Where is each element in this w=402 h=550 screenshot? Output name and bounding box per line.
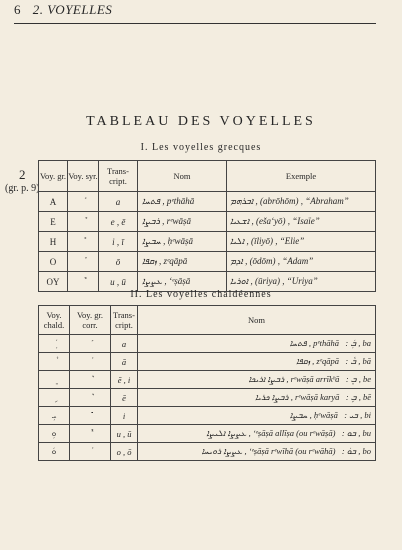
header-rule — [14, 23, 376, 24]
page-title: TABLEAU DES VOYELLES — [86, 114, 316, 129]
transcription: o , ō — [111, 443, 138, 461]
example: : ܒܸ , be — [345, 374, 371, 384]
vowel-name: ܚܒܨܐ , ḥᵉwāṣā — [138, 232, 227, 252]
table-row — [39, 192, 376, 212]
col-header: Nom — [138, 161, 227, 192]
transcription: i , ī — [99, 232, 138, 252]
greek-vowel: OY — [39, 272, 68, 292]
table-row — [39, 335, 376, 353]
greek-vowel: A — [39, 192, 68, 212]
transcription: e , ē — [99, 212, 138, 232]
syriac-vowel — [68, 192, 99, 212]
example: ܐܘܪܝܐ , (ūriya) , “Uriya” — [227, 272, 376, 292]
chaldean-vowel: ܘܿ — [39, 443, 70, 461]
syriac-vowel — [68, 212, 99, 232]
col-header: Voy. chald. — [39, 306, 70, 335]
vowel-name: ܙܩܦܐ , zᵉqāpā — [138, 252, 227, 272]
transcription: i — [111, 407, 138, 425]
vowel-name-example — [138, 335, 376, 353]
col-header: Trans-cript. — [111, 306, 138, 335]
table-header-row — [39, 161, 376, 192]
chaldean-vowel: ܘܼ — [39, 425, 70, 443]
vowel-name-example — [138, 443, 376, 461]
margin-reference: (gr. p. 9) — [5, 183, 40, 194]
table-header-row — [39, 306, 376, 335]
table-row — [39, 389, 376, 407]
greek-corr-vowel — [70, 353, 111, 371]
vowel-name-example — [138, 353, 376, 371]
col-header: Voy. gr. corr. — [70, 306, 111, 335]
vowel-name: ܙܩܦܐ , zᵉqāpā — [296, 356, 339, 366]
example: ܐܒܪܗܡ , (abrōhōm) , “Abraham” — [227, 192, 376, 212]
transcription: ō — [99, 252, 138, 272]
vowel-name: ܪܒܨܐ ܐܪܝܟܐ , rᵉwāṣā arrīkʰā — [248, 374, 340, 384]
transcription: ē — [111, 389, 138, 407]
vowel-name-example — [138, 389, 376, 407]
table-row — [39, 212, 376, 232]
example: : ܒܘ , bu — [341, 428, 371, 438]
chaldean-vowel — [39, 335, 70, 353]
vowel-name: ܥܨܨܐ ܐܠܝܨܐ , ‘ᵉṣāṣā allīṣa (ou rᵉwāṣā) — [206, 428, 336, 438]
table-row — [39, 353, 376, 371]
col-header: Voy. syr. — [68, 161, 99, 192]
table-row — [39, 443, 376, 461]
greek-corr-vowel — [70, 443, 111, 461]
table-row — [39, 407, 376, 425]
table-row — [39, 232, 376, 252]
greek-vowel: H — [39, 232, 68, 252]
section1-heading: I. Les voyelles grecques — [140, 142, 262, 153]
col-header: Exemple — [227, 161, 376, 192]
chaldean-vowel — [39, 389, 70, 407]
chaldean-vowels-table — [38, 305, 376, 461]
col-header: Nom — [138, 306, 376, 335]
chaldean-vowel: ܼܝ — [39, 407, 70, 425]
example: : ܒܘܿ , bo — [341, 446, 371, 456]
example: ܐܠܝܐ , (īliyō) , “Elie” — [227, 232, 376, 252]
section2-heading: II. Les voyelles chaldéennes — [130, 289, 272, 300]
transcription: ē , i — [111, 371, 138, 389]
vowel-name: ܥܨܨܐ ܪܘܝܚܐ , ‘ᵉṣāṣā rᵉwīhā (ou rᵉwāhā) — [201, 446, 336, 456]
chapter-title: 2. VOYELLES — [32, 2, 113, 17]
vowel-name-example — [138, 425, 376, 443]
chaldean-vowel — [39, 353, 70, 371]
transcription: a — [111, 335, 138, 353]
page-number: 6 — [14, 2, 21, 17]
vowel-name: ܦܬܚܐ , pᵉthāhā — [138, 192, 227, 212]
greek-corr-vowel — [70, 371, 111, 389]
syriac-vowel — [68, 232, 99, 252]
vowel-name-example — [138, 407, 376, 425]
vowel-name: ܥܨܨܐ , ‘ᵉṣāṣā — [138, 272, 227, 292]
greek-corr-vowel — [70, 335, 111, 353]
transcription: u , ū — [99, 272, 138, 292]
example: : ܒܲ , ba — [345, 338, 371, 348]
example: : ܒܵ , bā — [345, 356, 371, 366]
col-header: Voy. gr. — [39, 161, 68, 192]
example: ܐܕܡ , (ōdōm) , “Adam” — [227, 252, 376, 272]
greek-vowels-table — [38, 160, 376, 292]
greek-corr-vowel — [70, 389, 111, 407]
vowel-name-example — [138, 371, 376, 389]
example: : ܒܹ , bē — [345, 392, 371, 402]
table-row — [39, 252, 376, 272]
table-row — [39, 425, 376, 443]
vowel-name: ܚܒܨܐ , ḥᵉwāṣā — [289, 410, 338, 420]
chaldean-vowel — [39, 371, 70, 389]
transcription: a — [99, 192, 138, 212]
running-header — [14, 2, 112, 18]
greek-vowel: E — [39, 212, 68, 232]
margin-note — [5, 168, 39, 196]
table-row — [39, 371, 376, 389]
example: ܐܫܥܝܐ , (eša‘yō) , “Isaïe” — [227, 212, 376, 232]
greek-corr-vowel — [70, 407, 111, 425]
transcription: u , ū — [111, 425, 138, 443]
col-header: Trans-cript. — [99, 161, 138, 192]
vowel-name: ܪܒܨܐ ܟܪܝܐ , rᵉwāṣā karyā — [255, 392, 340, 402]
margin-number: 2 — [18, 167, 26, 182]
vowel-name: ܪܒܨܐ , rᵉwāṣā — [138, 212, 227, 232]
greek-vowel: O — [39, 252, 68, 272]
example: : ܒܝ , bi — [344, 410, 371, 420]
syriac-vowel — [68, 252, 99, 272]
transcription: ā — [111, 353, 138, 371]
greek-corr-vowel — [70, 425, 111, 443]
vowel-name: ܦܬܚܐ , pᵉthāhā — [289, 338, 339, 348]
